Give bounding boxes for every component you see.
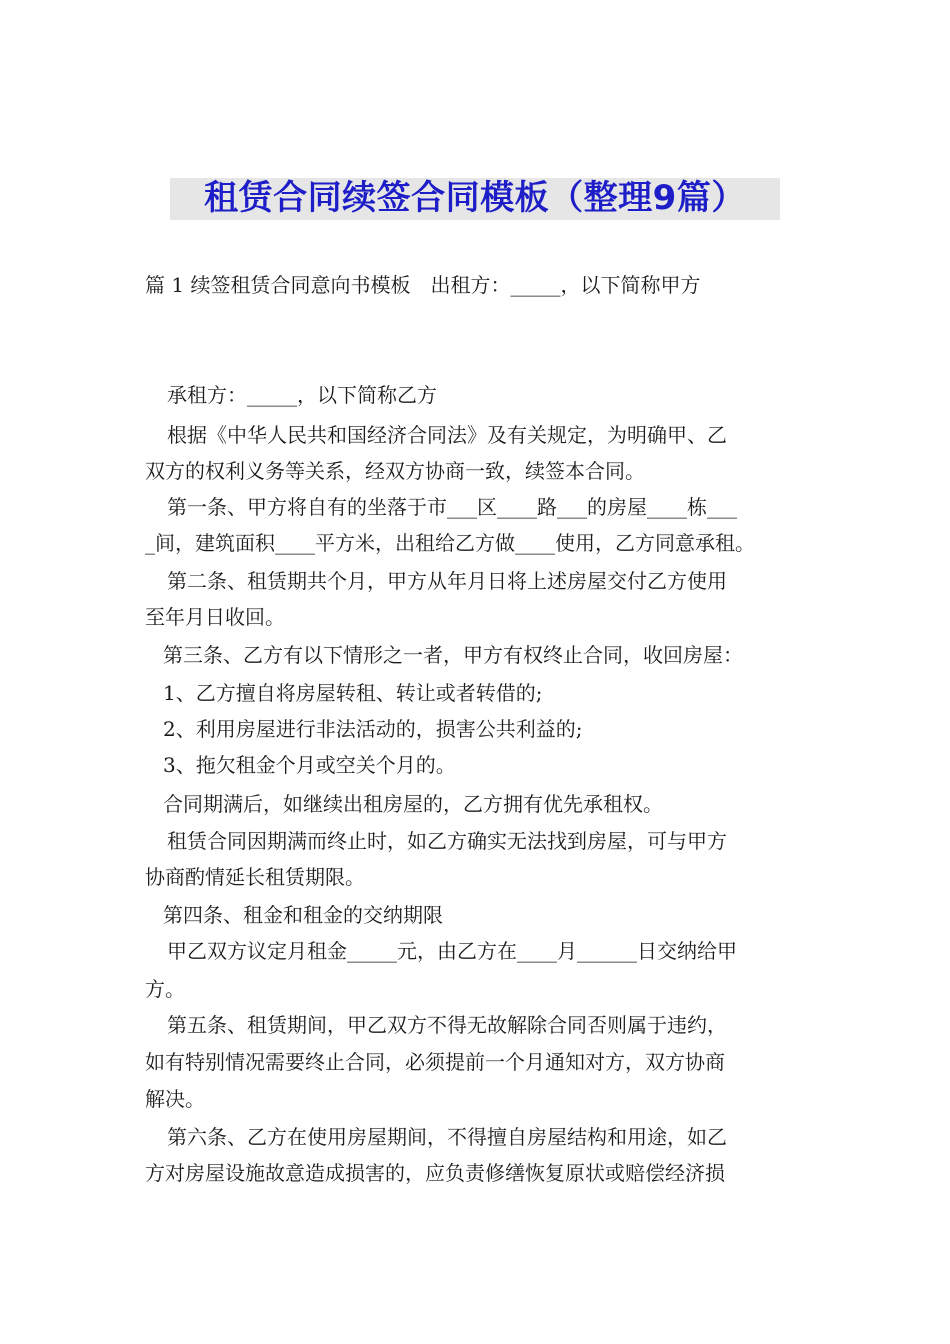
clause-line: 甲乙双方议定月租金_____元，由乙方在____月______日交纳给甲 — [167, 939, 737, 963]
clause-line: 双方的权利义务等关系，经双方协商一致，续签本合同。 — [145, 459, 645, 483]
clause-line: 第五条、租赁期间，甲乙双方不得无故解除合同否则属于违约， — [167, 1013, 727, 1037]
clause-line: 第一条、甲方将自有的坐落于市___区____路___的房屋____栋___ — [167, 495, 737, 519]
list-item: 1、乙方擅自将房屋转租、转让或者转借的; — [163, 681, 543, 705]
clause-line: 至年月日收回。 — [145, 605, 285, 629]
clause-line: 租赁合同因期满而终止时，如乙方确实无法找到房屋，可与甲方 — [167, 829, 727, 853]
document-title: 租赁合同续签合同模板（整理9篇） — [204, 178, 746, 218]
clause-line: 如有特别情况需要终止合同，必须提前一个月通知对方，双方协商 — [145, 1050, 725, 1074]
clause-line: 方对房屋设施故意造成损害的，应负责修缮恢复原状或赔偿经济损 — [145, 1161, 725, 1185]
clause-line: _间，建筑面积____平方米，出租给乙方做____使用，乙方同意承租。 — [145, 531, 755, 555]
list-item: 3、拖欠租金个月或空关个月的。 — [163, 753, 456, 777]
clause-line: 承租方：_____，以下简称乙方 — [167, 383, 437, 407]
list-item: 2、利用房屋进行非法活动的，损害公共利益的; — [163, 717, 583, 741]
intro-line: 篇 1 续签租赁合同意向书模板 出租方：_____，以下简称甲方 — [145, 273, 701, 297]
clause-line: 解决。 — [145, 1087, 205, 1111]
clause-line: 合同期满后，如继续出租房屋的，乙方拥有优先承租权。 — [163, 792, 663, 816]
clause-line: 第三条、乙方有以下情形之一者，甲方有权终止合同，收回房屋： — [163, 643, 743, 667]
clause-line: 方。 — [145, 977, 185, 1001]
clause-line: 协商酌情延长租赁期限。 — [145, 865, 365, 889]
clause-line: 第四条、租金和租金的交纳期限 — [163, 903, 443, 927]
clause-line: 第六条、乙方在使用房屋期间，不得擅自房屋结构和用途，如乙 — [167, 1125, 727, 1149]
clause-line: 第二条、租赁期共个月，甲方从年月日将上述房屋交付乙方使用 — [167, 569, 727, 593]
clause-line: 根据《中华人民共和国经济合同法》及有关规定，为明确甲、乙 — [167, 423, 727, 447]
